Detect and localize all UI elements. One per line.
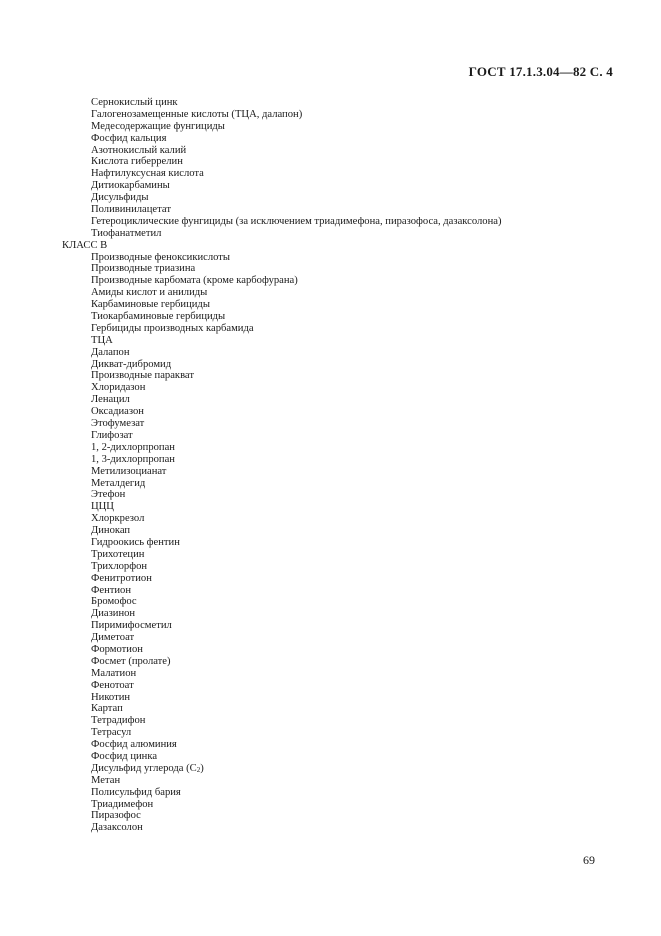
- list-item: Тетрасул: [91, 727, 132, 739]
- list-item: ЦЦЦ: [91, 501, 114, 513]
- list-item: Полисульфид бария: [91, 786, 181, 798]
- list-item: Картап: [91, 703, 123, 715]
- list-item: Метан: [91, 774, 121, 786]
- list-item: Метилизоцианат: [91, 465, 167, 477]
- class-b-label: КЛАСС В: [62, 239, 108, 251]
- list-item: Дисульфиды: [91, 192, 149, 204]
- list-item: Пиримифосметил: [91, 620, 172, 632]
- carbon-disulfide-subscript: 2: [196, 765, 201, 774]
- list-item: Тиокарбаминовые гербициды: [91, 311, 226, 323]
- list-item: Производные феноксикислоты: [91, 251, 231, 263]
- class-b-list-continued: [0, 775, 661, 834]
- list-item: Динокап: [91, 525, 131, 537]
- list-item: Малатион: [91, 667, 137, 679]
- list-item: Гербициды производных карбамида: [91, 322, 254, 334]
- list-item: Карбаминовые гербициды: [91, 299, 210, 311]
- list-item: Галогенозамещенные кислоты (ТЦА, далапон): [91, 108, 303, 120]
- list-item: Фосфид цинка: [91, 750, 158, 762]
- list-item: Фенитротион: [91, 572, 152, 584]
- list-item: Азотнокислый калий: [91, 144, 187, 156]
- list-item: Дазаксолон: [91, 822, 143, 834]
- class-b-list: [0, 252, 661, 763]
- list-item: Этофумезат: [91, 418, 145, 430]
- list-item: Хлоридазон: [91, 382, 146, 394]
- class-a-list-tail: [0, 97, 661, 240]
- list-item: Медесодержащие фунгициды: [91, 120, 225, 132]
- list-item: Дикват-дибромид: [91, 358, 172, 370]
- list-item: Амиды кислот и анилиды: [91, 287, 208, 299]
- list-item: Поливинилацетат: [91, 204, 171, 216]
- list-item: Формотион: [91, 643, 143, 655]
- list-item: Фенотоат: [91, 679, 134, 691]
- list-item: 1, 3-дихлорпропан: [91, 453, 175, 465]
- list-item: Оксадиазон: [91, 406, 144, 418]
- list-item: Кислота гиберрелин: [91, 156, 183, 168]
- list-item: Тетрадифон: [91, 715, 146, 727]
- list-item: Бромофос: [91, 596, 137, 608]
- list-item: Фосфид кальция: [91, 132, 167, 144]
- list-item: Далапон: [91, 346, 130, 358]
- document-header: ГОСТ 17.1.3.04—82 С. 4: [468, 64, 613, 79]
- list-item: 1, 2-дихлорпропан: [91, 441, 175, 453]
- list-item: Диазинон: [91, 608, 136, 620]
- list-item: Диметоат: [91, 632, 135, 644]
- document-body: [0, 97, 661, 834]
- list-item: Сернокислый цинк: [91, 97, 178, 108]
- list-item: ТЦА: [91, 334, 113, 346]
- list-item: Металдегид: [91, 477, 146, 489]
- list-item: Производные триазина: [91, 263, 196, 275]
- page-number: 69: [583, 853, 595, 867]
- list-item: Дитиокарбамины: [91, 180, 170, 192]
- list-item: Этефон: [91, 489, 126, 501]
- list-item: Никотин: [91, 691, 131, 703]
- list-item: Фентион: [91, 584, 132, 596]
- list-item: Тиофанатметил: [91, 227, 162, 239]
- list-item-carbon-disulfide: [0, 763, 661, 775]
- list-item: Пиразофос: [91, 810, 141, 822]
- list-item: Трихлорфон: [91, 560, 148, 572]
- list-item: Фосфид алюминия: [91, 739, 177, 751]
- carbon-disulfide-close: ): [200, 762, 204, 774]
- list-item: Нафтилуксусная кислота: [91, 168, 204, 180]
- list-item: Производные карбомата (кроме карбофурана): [91, 275, 298, 287]
- list-item: Ленацил: [91, 394, 130, 406]
- list-item: Трихотецин: [91, 548, 145, 560]
- list-item: Триадимефон: [91, 798, 154, 810]
- list-item: Фосмет (пролате): [91, 655, 171, 667]
- list-item: Хлоркрезол: [91, 513, 145, 525]
- list-item: Гетероциклические фунгициды (за исключением триадимефона, пиразофоса, дазаксолона): [91, 215, 502, 227]
- list-item: Глифозат: [91, 429, 133, 441]
- list-item: Гидроокись фентин: [91, 536, 180, 548]
- carbon-disulfide-text: Дисульфид углерода (С: [91, 762, 197, 774]
- list-item: Производные паракват: [91, 370, 194, 382]
